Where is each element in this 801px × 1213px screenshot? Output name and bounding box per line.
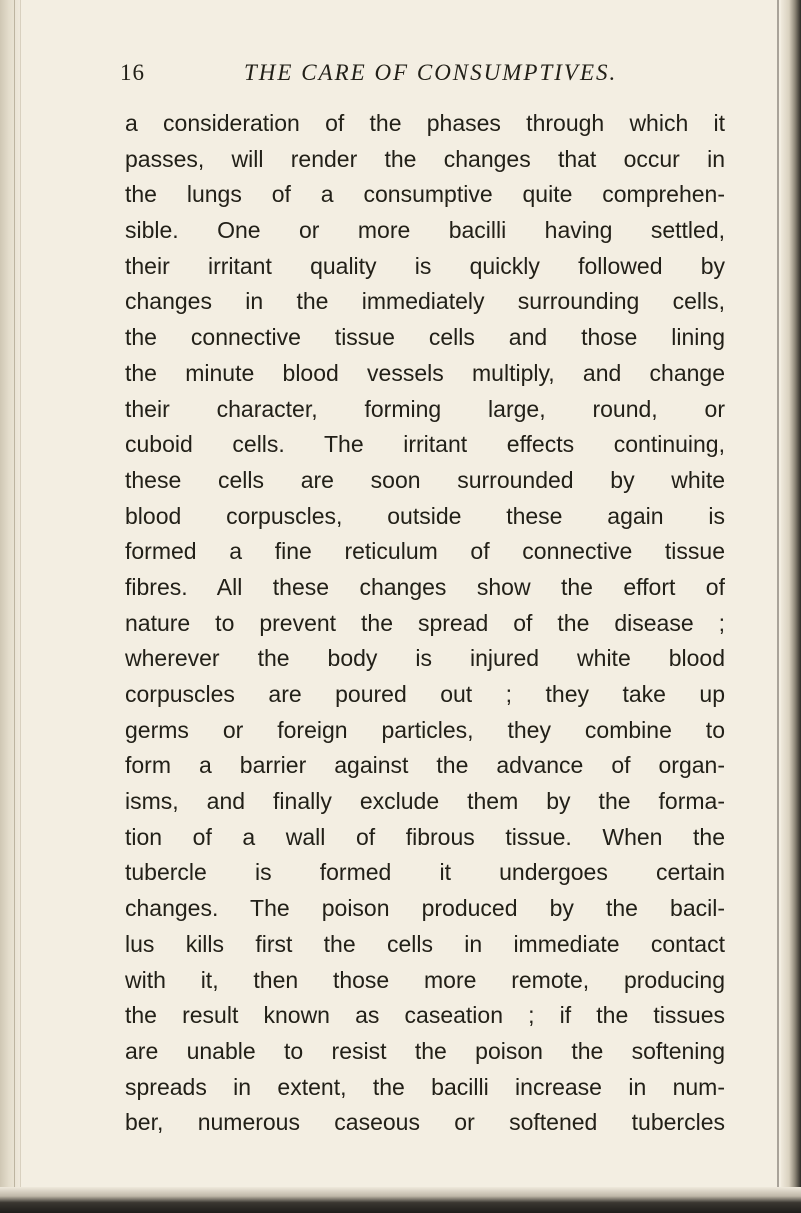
text-line: tubercle is formed it undergoes certain (125, 859, 725, 886)
page-number: 16 (120, 60, 145, 85)
text-line: passes, will render the changes that occur in (125, 145, 725, 172)
text-line: wherever the body is injured white blood (125, 645, 725, 672)
body-text (125, 106, 725, 1141)
text-line: their character, forming large, round, or (125, 395, 725, 422)
text-line: changes. The poison produced by the bacil- (125, 895, 725, 922)
text-line: lus kills first the cells in immediate contact (125, 930, 725, 957)
page-right-line (777, 0, 779, 1200)
text-line: ber, numerous caseous or softened tubercles (125, 1109, 725, 1136)
text-line: changes in the immediately surrounding cells, (125, 288, 725, 315)
text-line: sible. One or more bacilli having settled, (125, 217, 725, 244)
text-line: are unable to resist the poison the softening (125, 1037, 725, 1064)
running-title: THE CARE OF CONSUMPTIVES. (244, 60, 618, 85)
text-line: with it, then those more remote, producing (125, 966, 725, 993)
text-line: the connective tissue cells and those lining (125, 324, 725, 351)
text-line: formed a fine reticulum of connective tissue (125, 538, 725, 565)
text-line: corpuscles are poured out ; they take up (125, 681, 725, 707)
text-line: fibres. All these changes show the effort of (125, 573, 725, 600)
text-line: tion of a wall of fibrous tissue. When the (125, 823, 725, 850)
text-line: form a barrier against the advance of organ- (125, 752, 725, 779)
page-right-edge (781, 0, 801, 1213)
text-line: the result known as caseation ; if the tissues (125, 1002, 725, 1029)
page-header (120, 52, 720, 88)
binding-line (14, 0, 15, 1213)
text-line: cuboid cells. The irritant effects continuing, (125, 431, 725, 458)
page-bottom-edge (0, 1187, 801, 1213)
text-line: isms, and finally exclude them by the forma- (125, 788, 725, 815)
page-binding-shadow (0, 0, 21, 1213)
text-line: the lungs of a consumptive quite comprehen- (125, 181, 725, 208)
text-line: nature to prevent the spread of the disease ; (125, 609, 725, 636)
text-line: blood corpuscles, outside these again is (125, 502, 725, 529)
text-line: their irritant quality is quickly followed by (125, 252, 725, 279)
text-line: a consideration of the phases through which it (125, 110, 725, 136)
text-line: the minute blood vessels multiply, and change (125, 359, 725, 386)
text-line: spreads in extent, the bacilli increase in num- (125, 1073, 725, 1100)
text-line: germs or foreign particles, they combine to (125, 716, 725, 743)
text-line: these cells are soon surrounded by white (125, 466, 725, 493)
